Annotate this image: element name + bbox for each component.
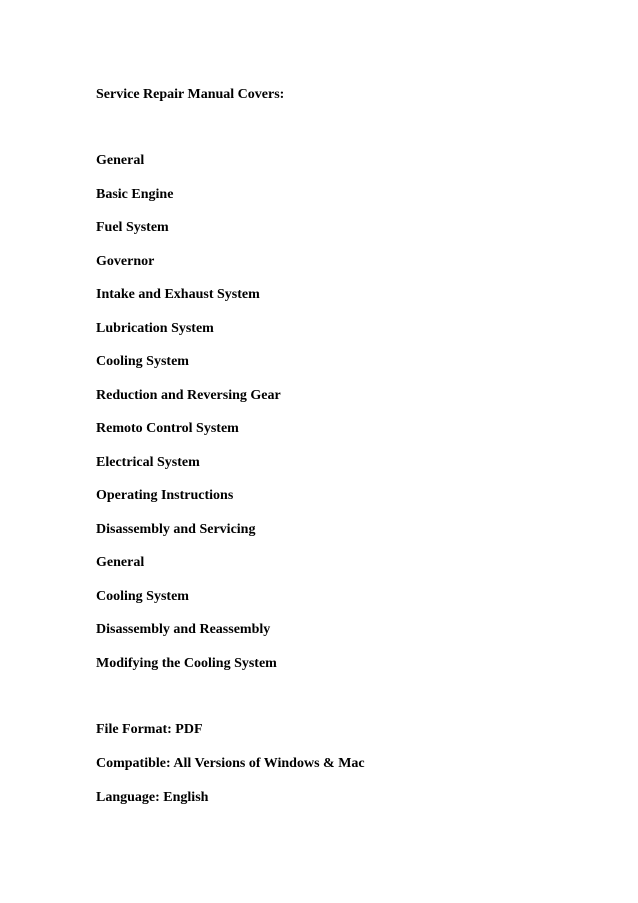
section-item: Disassembly and Servicing: [96, 521, 256, 537]
section-item: Modifying the Cooling System: [96, 655, 277, 671]
covered-sections-list: [96, 153, 281, 689]
section-item: Intake and Exhaust System: [96, 287, 260, 302]
section-item: Remoto Control System: [96, 421, 239, 436]
compatibility-line: Compatible: All Versions of Windows & Mac: [96, 756, 365, 771]
section-item: Fuel System: [96, 220, 169, 235]
file-info-list: [96, 722, 365, 824]
file-format-line: File Format: PDF: [96, 722, 203, 737]
manual-covers-heading: Service Repair Manual Covers:: [96, 87, 285, 102]
language-line: Language: English: [96, 790, 209, 805]
section-item: General: [96, 153, 145, 168]
section-item: Governor: [96, 253, 155, 269]
section-item: Operating Instructions: [96, 488, 234, 503]
section-item: Cooling System: [96, 354, 189, 369]
section-item: Disassembly and Reassembly: [96, 622, 271, 637]
section-item: General: [96, 555, 145, 570]
section-item: Basic Engine: [96, 186, 174, 202]
section-item: Lubrication System: [96, 320, 214, 336]
section-item: Cooling System: [96, 588, 189, 604]
section-item: Electrical System: [96, 454, 200, 470]
section-item: Reduction and Reversing Gear: [96, 387, 281, 403]
